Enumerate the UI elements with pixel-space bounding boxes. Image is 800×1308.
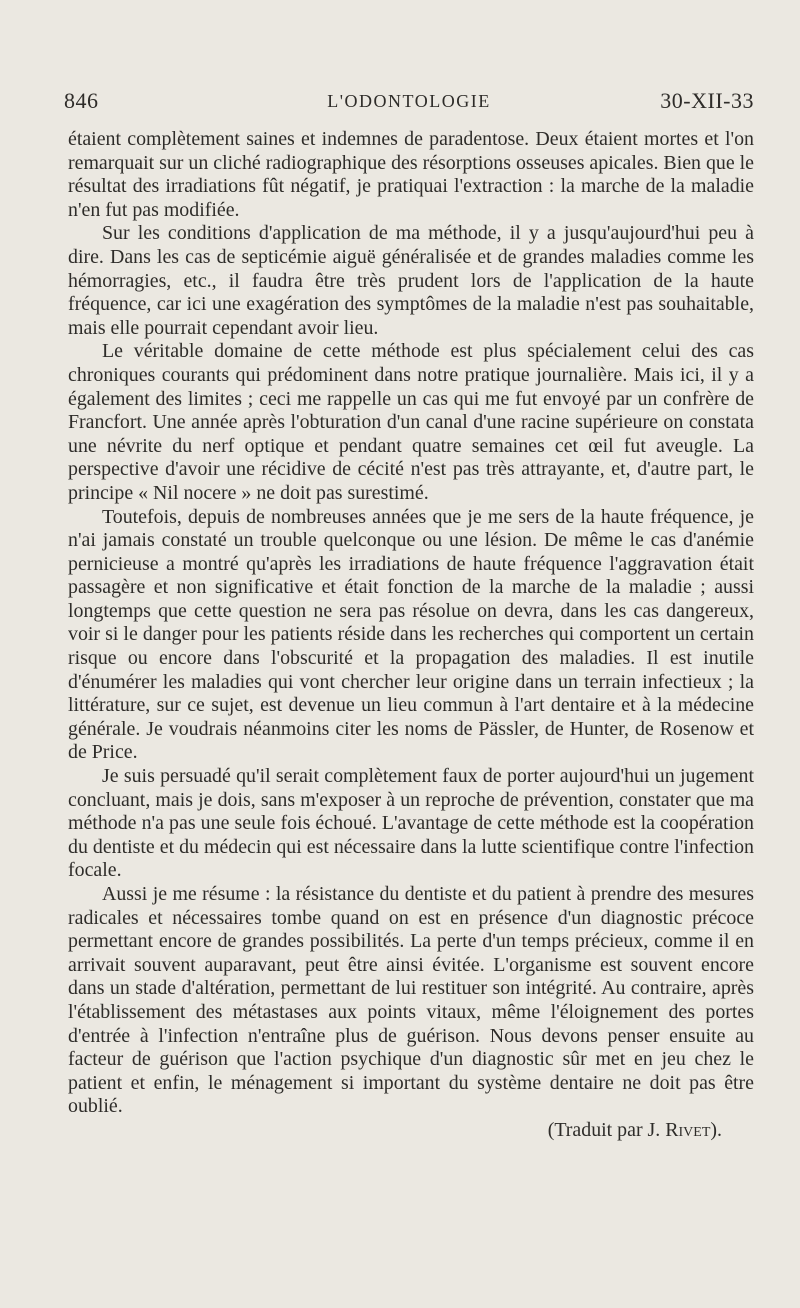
paragraph-2: Sur les conditions d'application de ma méthode, il y a jusqu'aujourd'hui peu à dire. Dans les cas de septicémie aiguë généralisée et de grandes maladies comme les hémorragies, etc., il faudra être très prudent lors de l'application de la haute fréquence, car ici une exagération des symptômes de la maladie n'est pas souhaitable, mais elle pourrait cependant avoir lieu. xyxy=(68,222,754,339)
credit-prefix: (Traduit par J. xyxy=(547,1118,666,1141)
page-number: 846 xyxy=(64,88,99,113)
translator-name: Rivet xyxy=(665,1118,711,1141)
issue-date: 30-XII-33 xyxy=(660,88,754,113)
article-body xyxy=(68,128,754,1143)
page-header xyxy=(64,88,754,116)
paragraph-1: étaient complètement saines et indemnes de paradentose. Deux étaient mortes et l'on remarquait sur un cliché radiographique des résorptions osseuses apicales. Bien que le résultat des irradiations fût négatif, je pratiquai l'extraction : la marche de la maladie n'en fut pas modifiée. xyxy=(68,128,755,221)
paragraph-6: Aussi je me résume : la résistance du dentiste et du patient à prendre des mesures radicales et nécessaires tombe quand on est en présence d'un diagnostic précoce permettant encore de grandes possibilités. La perte d'un temps précieux, comme il en arrivait souvent auparavant, peut être ainsi évitée. L'organisme est souvent encore dans un stade d'altération, permettant de lui restituer son intégrité. Au contraire, après l'établissement des métastases aux points vitaux, même l'éloignement des portes d'entrée à l'infection n'entraîne plus de guérison. Nous devons penser ensuite au facteur de guérison que l'action psychique d'un diagnostic sûr met en jeu chez le patient et enfin, le ménagement si important du système dentaire ne doit pas être oublié. xyxy=(68,883,754,1118)
paragraph-3: Le véritable domaine de cette méthode est plus spécialement celui des cas chroniques courants qui prédominent dans notre pratique journalière. Mais ici, il y a également des limites ; ceci me rappelle un cas qui me fut envoyé par un confrère de Francfort. Une année après l'obturation d'un canal d'une racine supérieure on constata une névrite du nerf optique et pendant quatre semaines cet œil fut aveugle. La perspective d'avoir une récidive de cécité n'est pas très attrayante, et, d'autre part, le principe « Nil nocere » ne doit pas surestimé. xyxy=(68,340,754,504)
translator-credit xyxy=(68,1119,754,1143)
running-title: L'ODONTOLOGIE xyxy=(327,91,491,111)
paragraph-4: Toutefois, depuis de nombreuses années que je me sers de la haute fréquence, je n'ai jamais constaté un trouble quelconque ou une lésion. De même le cas d'anémie pernicieuse a montré qu'après les irradiations de haute fréquence l'aggravation était passagère et non significative et était fonction de la marche de la maladie ; aussi longtemps que cette question ne sera pas résolue on devra, dans les cas dangereux, voir si le danger pour les patients réside dans les recherches qui comportent un certain risque ou encore dans l'obscurité et la propagation des maladies. Il est inutile d'énumérer les maladies qui vont chercher leur origine dans un terrain infectieux ; la littérature, sur ce sujet, est devenue un lieu commun à l'art dentaire et à la médecine générale. Je voudrais néanmoins citer les noms de Pässler, de Hunter, de Rosenow et de Price. xyxy=(68,505,754,764)
paragraph-5: Je suis persuadé qu'il serait complètement faux de porter aujourd'hui un jugement concluant, mais je dois, sans m'exposer à un reproche de prévention, constater que ma méthode n'a pas une seule fois échoué. L'avantage de cette méthode est la coopération du dentiste et du médecin qui est nécessaire dans la lutte scientifique contre l'infection focale. xyxy=(68,765,754,882)
credit-suffix: ). xyxy=(710,1118,722,1141)
